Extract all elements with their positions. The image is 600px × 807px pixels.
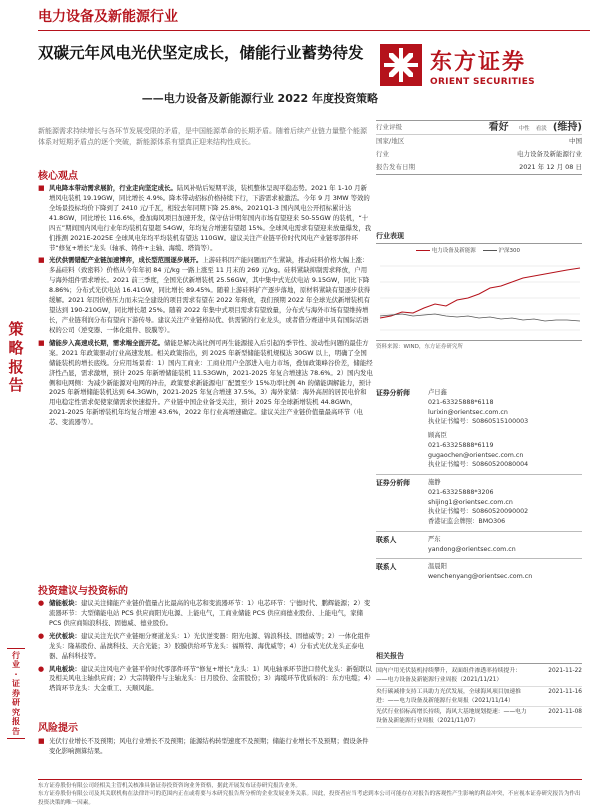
bullet-icon: ■ (38, 737, 45, 745)
invest-point-text (49, 665, 373, 695)
analyst-phone: 021-63325888*3206 (428, 488, 494, 496)
bullet-icon: ■ (38, 256, 45, 265)
analyst-extra: 香港证监会牌照：BMO306 (428, 518, 506, 525)
related-reports (376, 652, 582, 728)
analyst-divider (376, 531, 582, 532)
footer-line-2: 东方证券股份有限公司及其关联机构在法律许可的范围内正在或将要与本研究报告所分析的企业发展业务关系。因此，投资者应当考虑到本公司可能存在对报告的客观性产生影响的利益冲突，不应视本证券研究报告为作出投资决策的唯一因素。 (38, 791, 581, 806)
risk-points (38, 737, 373, 760)
sidebar-tag-char: 证 (12, 679, 20, 689)
analyst-entry (376, 535, 582, 555)
analyst-role: 证券分析师 (376, 389, 410, 397)
related-report-item[interactable] (376, 707, 582, 727)
sidebar-tag-char: 报 (12, 717, 20, 727)
analyst-role: 联系人 (376, 535, 397, 544)
invest-point-lead: 光伏板块： (49, 631, 81, 640)
section-core-title: 核心观点 (38, 171, 78, 182)
core-point-item (38, 256, 373, 335)
date-key: 报告发布日期 (376, 163, 415, 172)
bullet-icon: ● (38, 631, 45, 640)
analyst-license: 执业证书编号：S0860515100003 (428, 418, 529, 426)
analyst-info (428, 478, 582, 527)
related-rule (376, 663, 582, 664)
footer-disclaimer (38, 779, 582, 807)
logo-cn: 东方证券 (430, 50, 527, 75)
related-report-item[interactable] (376, 687, 582, 707)
rating-positive: 看好 (488, 121, 509, 133)
analyst-divider (376, 474, 582, 475)
analyst-license: 执业证书编号：S0860520080004 (428, 461, 529, 469)
core-points (38, 184, 373, 431)
region-key: 国家/地区 (376, 137, 405, 146)
rating-negative: 看淡 (535, 125, 547, 132)
related-title: 相关报告 (376, 652, 404, 660)
invest-point-body: 建议关注储能产业链价值量占比最高的电芯和变流器环节：1）电芯环节：宁德时代、鹏辉能源；2）变流器环节：大型储能电站 PCS 供应商阳光电源、上能电气，工商业储能 PCS 供应商德业股份、上能电气，家储 PCS 供应商锦浪科技、固德威、德业股份。 (49, 599, 371, 627)
invest-point-lead: 储能板块： (49, 599, 81, 607)
rating-key: 行业评级 (376, 123, 402, 132)
sidebar-tag-char: 券 (12, 688, 20, 698)
chart-source: 资料来源：WIND，东方证券研究所 (376, 343, 463, 350)
section-risk-title: 风险提示 (38, 723, 78, 734)
core-point-item (38, 339, 373, 428)
related-list (376, 666, 582, 727)
analyst-info (428, 535, 582, 555)
analyst-entry (376, 478, 582, 527)
sidebar-label (5, 320, 27, 395)
analyst-email[interactable]: yandong@orientsec.com.cn (428, 545, 516, 553)
analyst-email[interactable]: lurixin@orientsec.com.cn (428, 408, 508, 416)
sidebar-char: 略 (8, 338, 24, 357)
sidebar-tag-char: 告 (12, 726, 20, 736)
region-value: 中国 (569, 137, 582, 146)
invest-point-item (38, 632, 373, 662)
legend-swatch-hs300 (483, 250, 497, 251)
analyst-phone: 021-63325888*6118 (428, 398, 494, 406)
related-report-date: 2021-11-22 (548, 668, 582, 675)
invest-point-text (49, 599, 373, 629)
invest-point-text (49, 632, 373, 662)
sidebar-char: 策 (8, 320, 24, 338)
core-point-body: 陆风补贴后短期平淡，装机整体呈现平稳态势。2021 年 1-10 月新增风电装机 19.19GW，同比增长 4.9%。降本带动招标价格持续下行，下游需求被激活。今年 9 月 3MW 等效的全场景投标均价下降到了 2410 元/千瓦，相较去年同期下降 25.8%。2021Q1-3 国内风电公开招标累计达 41.8GW，同比增长 116.6%，叠加海风项目加速开发，保守估计明年国内市场有望迎来 50-55GW 的装机，“十四五”期间国内风电行业年均装机有望超 54GW，年均复合增速有望超 15%。全球风电需求有望迎来放量爆发，我们推测 2021E-2025E 全球风电年均平均装机有望达 110GW。建议关注产业链平价时代风电产业链零部件环节“修复+增长”龙头（轴承、铸件+主轴、海缆、塔筒等）。 (49, 184, 372, 252)
sidebar-tag-char: 业 (12, 660, 20, 670)
analyst-role: 联系人 (376, 563, 397, 572)
series-industry-line (380, 268, 580, 318)
bullet-icon: ■ (38, 338, 45, 347)
logo-en: ORIENT SECURITIES (430, 77, 535, 87)
table-bottom-rule (376, 174, 582, 175)
region-row (376, 135, 582, 148)
report-subtitle: ——电力设备及新能源行业 2022 年度投资策略 (141, 92, 378, 105)
analyst-divider (376, 558, 582, 559)
analyst-role (376, 431, 428, 470)
chart-bottom-rule (376, 340, 582, 341)
analyst-info (428, 562, 582, 582)
rating-row (376, 121, 582, 134)
analyst-name: 温晨阳 (428, 563, 447, 571)
legend-swatch-industry (416, 250, 430, 251)
invest-point-item (38, 665, 373, 695)
report-summary: 新能源需求持续增长与各环节发展受限的矛盾，是中国能源革命的长期矛盾。随着后续产业链力量整个能源体系对短期矛盾点的逐个突破，新能源体系有望真正迎来结构性成长。 (38, 127, 367, 147)
core-point-text (49, 339, 373, 428)
analyst-entry (376, 562, 582, 582)
analyst-name: 严东 (428, 535, 441, 543)
chart-plot (376, 258, 582, 340)
header-rule (38, 30, 590, 31)
industry-key: 行业 (376, 150, 389, 159)
analyst-name: 顾高臣 (428, 432, 447, 439)
risk-point-item (38, 737, 373, 757)
related-report-title: 国内户用光伏装机持续攀升，双面组件渗透率持续提升：——电力设备及新能源行业周报（2021/11/21） (376, 668, 521, 684)
section-invest-title: 投资建议与投资标的 (38, 586, 128, 597)
chart-rule (376, 243, 582, 244)
sidebar-tag-char: 究 (12, 707, 20, 717)
analyst-name: 施静 (428, 479, 441, 486)
related-report-date: 2021-11-08 (548, 709, 582, 716)
series-hs300-line (380, 314, 580, 321)
core-point-body: 储能是解决高比例可再生能源接入后引起的季节性、波动性问题的最佳方案。2021 年政策驱动行业高速发展。相关政策指出，到 2025 年新型储能装机规模达 30GW 以上，明确了全国储能装机的增长底线。分应用场景看：1）国内工商业：工商业用户全部进入电力市场，叠加政策峰谷价差，储能经济性凸显，需求激增，预计 2025 年新增储能装机 11.53GWh，2021-2025 年复合增速达 78.6%。2）国内发电侧和电网侧：为减少新能源对电网的冲击，政策要求新能源电厂配置至少 15%功率比例 4h 的储能调解能力，预计 2025 年新增储能装机达到 64.3GWh，2021-2025 年复合增速 37.5%。3）海外家储：海外高居的居民电价和用电稳定性需求促使家储需求快速提升。产业链中国企业备受关注，预计 2025 年全球新增装机 44.8GWh，2021-2025 年新增装机年均复合增速 43.6%，2022 年行业高增速确定。建议关注产业链价值量最高环节（电芯、变流器等）。 (49, 338, 373, 427)
sidebar-tag-char: 研 (12, 698, 20, 708)
bullet-icon: ● (38, 599, 45, 607)
analyst-entry (376, 388, 582, 427)
sidebar-tag-char: 行 (12, 651, 20, 660)
core-point-body: 上游硅料因产能问题而产生紧缺，推动硅料价格大幅上涨：多晶硅料（致密料）价格从今年年初 84 元/kg 一路上涨至 11 月末的 269 元/kg。硅料紧缺抑制需求释放，户用与海外组件需求增长。2021 前三季度，全国光伏新增装机 25.56GW，其中集中式光伏电站 9.15GW，同比下降 8.86%；分布式光伏电站 16.41GW，同比增长 89.45%。随着上游硅料扩产逐步落地，原材料紧缺有望逐步获得缓解。2021 年因价格压力而未完全建设的项目需求有望在 2022 年释放，我们预期 2022 年全球光伏新增装机有望达到 190-210GW，同比增长超 25%。随着 2022 年集中式项目需求有望放量，分布式与海外市场有望维持增长，产业链利润分布有望向下游传导。建议关注产业链格局优、供需紧的行业龙头，或者借分赛道中具有国际话语权的公司（逆变器、一体化组件、胶膜等）。 (49, 256, 371, 334)
related-report-title: 央行碳减排支持工具助力光伏发展，全球海风项目加速推进：——电力设备及新能源行业周报（2021/11/14） (376, 688, 521, 704)
header-category: 电力设备及新能源行业 (38, 9, 178, 25)
chart-title: 行业表现 (376, 232, 404, 240)
rating-neutral: 中性 (518, 125, 530, 132)
analyst-email[interactable]: shijing1@orientsec.com.cn (428, 498, 513, 506)
core-point-item (38, 184, 373, 253)
report-title: 双碳元年风电光伏坚定成长，储能行业蓄势待发 (38, 44, 364, 62)
analyst-email[interactable]: wenchenyang@orientsec.com.cn (428, 573, 533, 580)
legend-industry: 电力设备及新能源 (431, 248, 476, 255)
risk-point-text (49, 737, 373, 757)
date-row (376, 161, 582, 174)
analyst-name: 卢日鑫 (428, 389, 447, 396)
date-value: 2021 年 12 月 08 日 (519, 163, 582, 172)
sidebar-char: 报 (8, 357, 24, 376)
rating-maintain: (维持) (552, 121, 582, 133)
performance-chart (376, 232, 582, 351)
related-report-date: 2021-11-16 (548, 688, 582, 695)
invest-point-lead: 风电板块： (49, 664, 81, 673)
core-point-text (49, 184, 373, 253)
core-point-lead: 光伏供需错配产业链加速博弈，成长型范围逐步展开。 (49, 256, 203, 265)
related-report-title: 光伏行业招标高增长持续，海风大基地规划提速：——电力设备及新能源行业周报（2021/11/07） (376, 709, 527, 724)
bullet-icon: ● (38, 664, 45, 673)
core-point-text (49, 256, 373, 335)
sidebar-tag (7, 648, 25, 739)
logo-mark-icon (380, 44, 422, 86)
analyst-role: 证券分析师 (376, 479, 410, 487)
sidebar-char: 告 (8, 376, 24, 395)
analyst-entry (376, 431, 582, 470)
invest-point-body: 建议关注光伏产业链细分赛道龙头：1）光伏逆变器：阳光电源、锦浪科技、固德威等；2）一体化组件龙头：隆基股份、晶澳科技、天合光能；3）胶膜供给环节龙头：福斯特、海优威等；4）分布式光伏龙头正泰电器、晶科科技等。 (49, 631, 371, 660)
analyst-license: 执业证书编号：S0860520090002 (428, 508, 529, 516)
invest-point-body: 建议关注风电产业链平价时代零部件环节“修复+增长”龙头：1）风电轴承环节进口替代龙头：新强联以及相关风电主轴供应商；2）大宗铸锻件与主轴龙头：日月股份、金雷股份；3）海缆环节优质标的：东方电缆；4）塔筒环节龙头：大金重工、天顺风能。 (49, 664, 372, 693)
analyst-info (428, 431, 582, 470)
legend-hs300: 沪深300 (498, 248, 521, 255)
analyst-email[interactable]: gugaochen@orientsec.com.cn (428, 451, 524, 459)
industry-value: 电力设备及新能源行业 (517, 150, 582, 159)
core-point-lead: 储能步入高速成长期，需求端全面开花。 (49, 338, 165, 347)
invest-point-item (38, 599, 373, 629)
related-report-item[interactable] (376, 666, 582, 686)
bullet-icon: ■ (38, 184, 45, 192)
industry-row (376, 148, 582, 161)
core-point-lead: 风电降本带动需求展阶，行业走向坚定成长。 (49, 184, 177, 192)
orient-securities-logo (380, 44, 580, 108)
rating-table (376, 120, 582, 175)
sidebar-tag-char: · (14, 669, 18, 679)
analyst-phone: 021-63325888*6119 (428, 441, 494, 449)
chart-legend (376, 248, 582, 255)
invest-points (38, 599, 373, 697)
footer-line-1: 东方证券股份有限公司经相关主管机关核准具备证券投资咨询业务资格，据此开展发布证券研究报告业务。 (38, 783, 301, 789)
analyst-info (428, 388, 582, 427)
analyst-list (376, 388, 582, 586)
risk-point-body: 光伏行业增长不及预期；风电行业增长不及预期；能源结构转型速度不及预期；储能行业增长不及预期；假设条件变化影响测算结果。 (49, 737, 369, 755)
